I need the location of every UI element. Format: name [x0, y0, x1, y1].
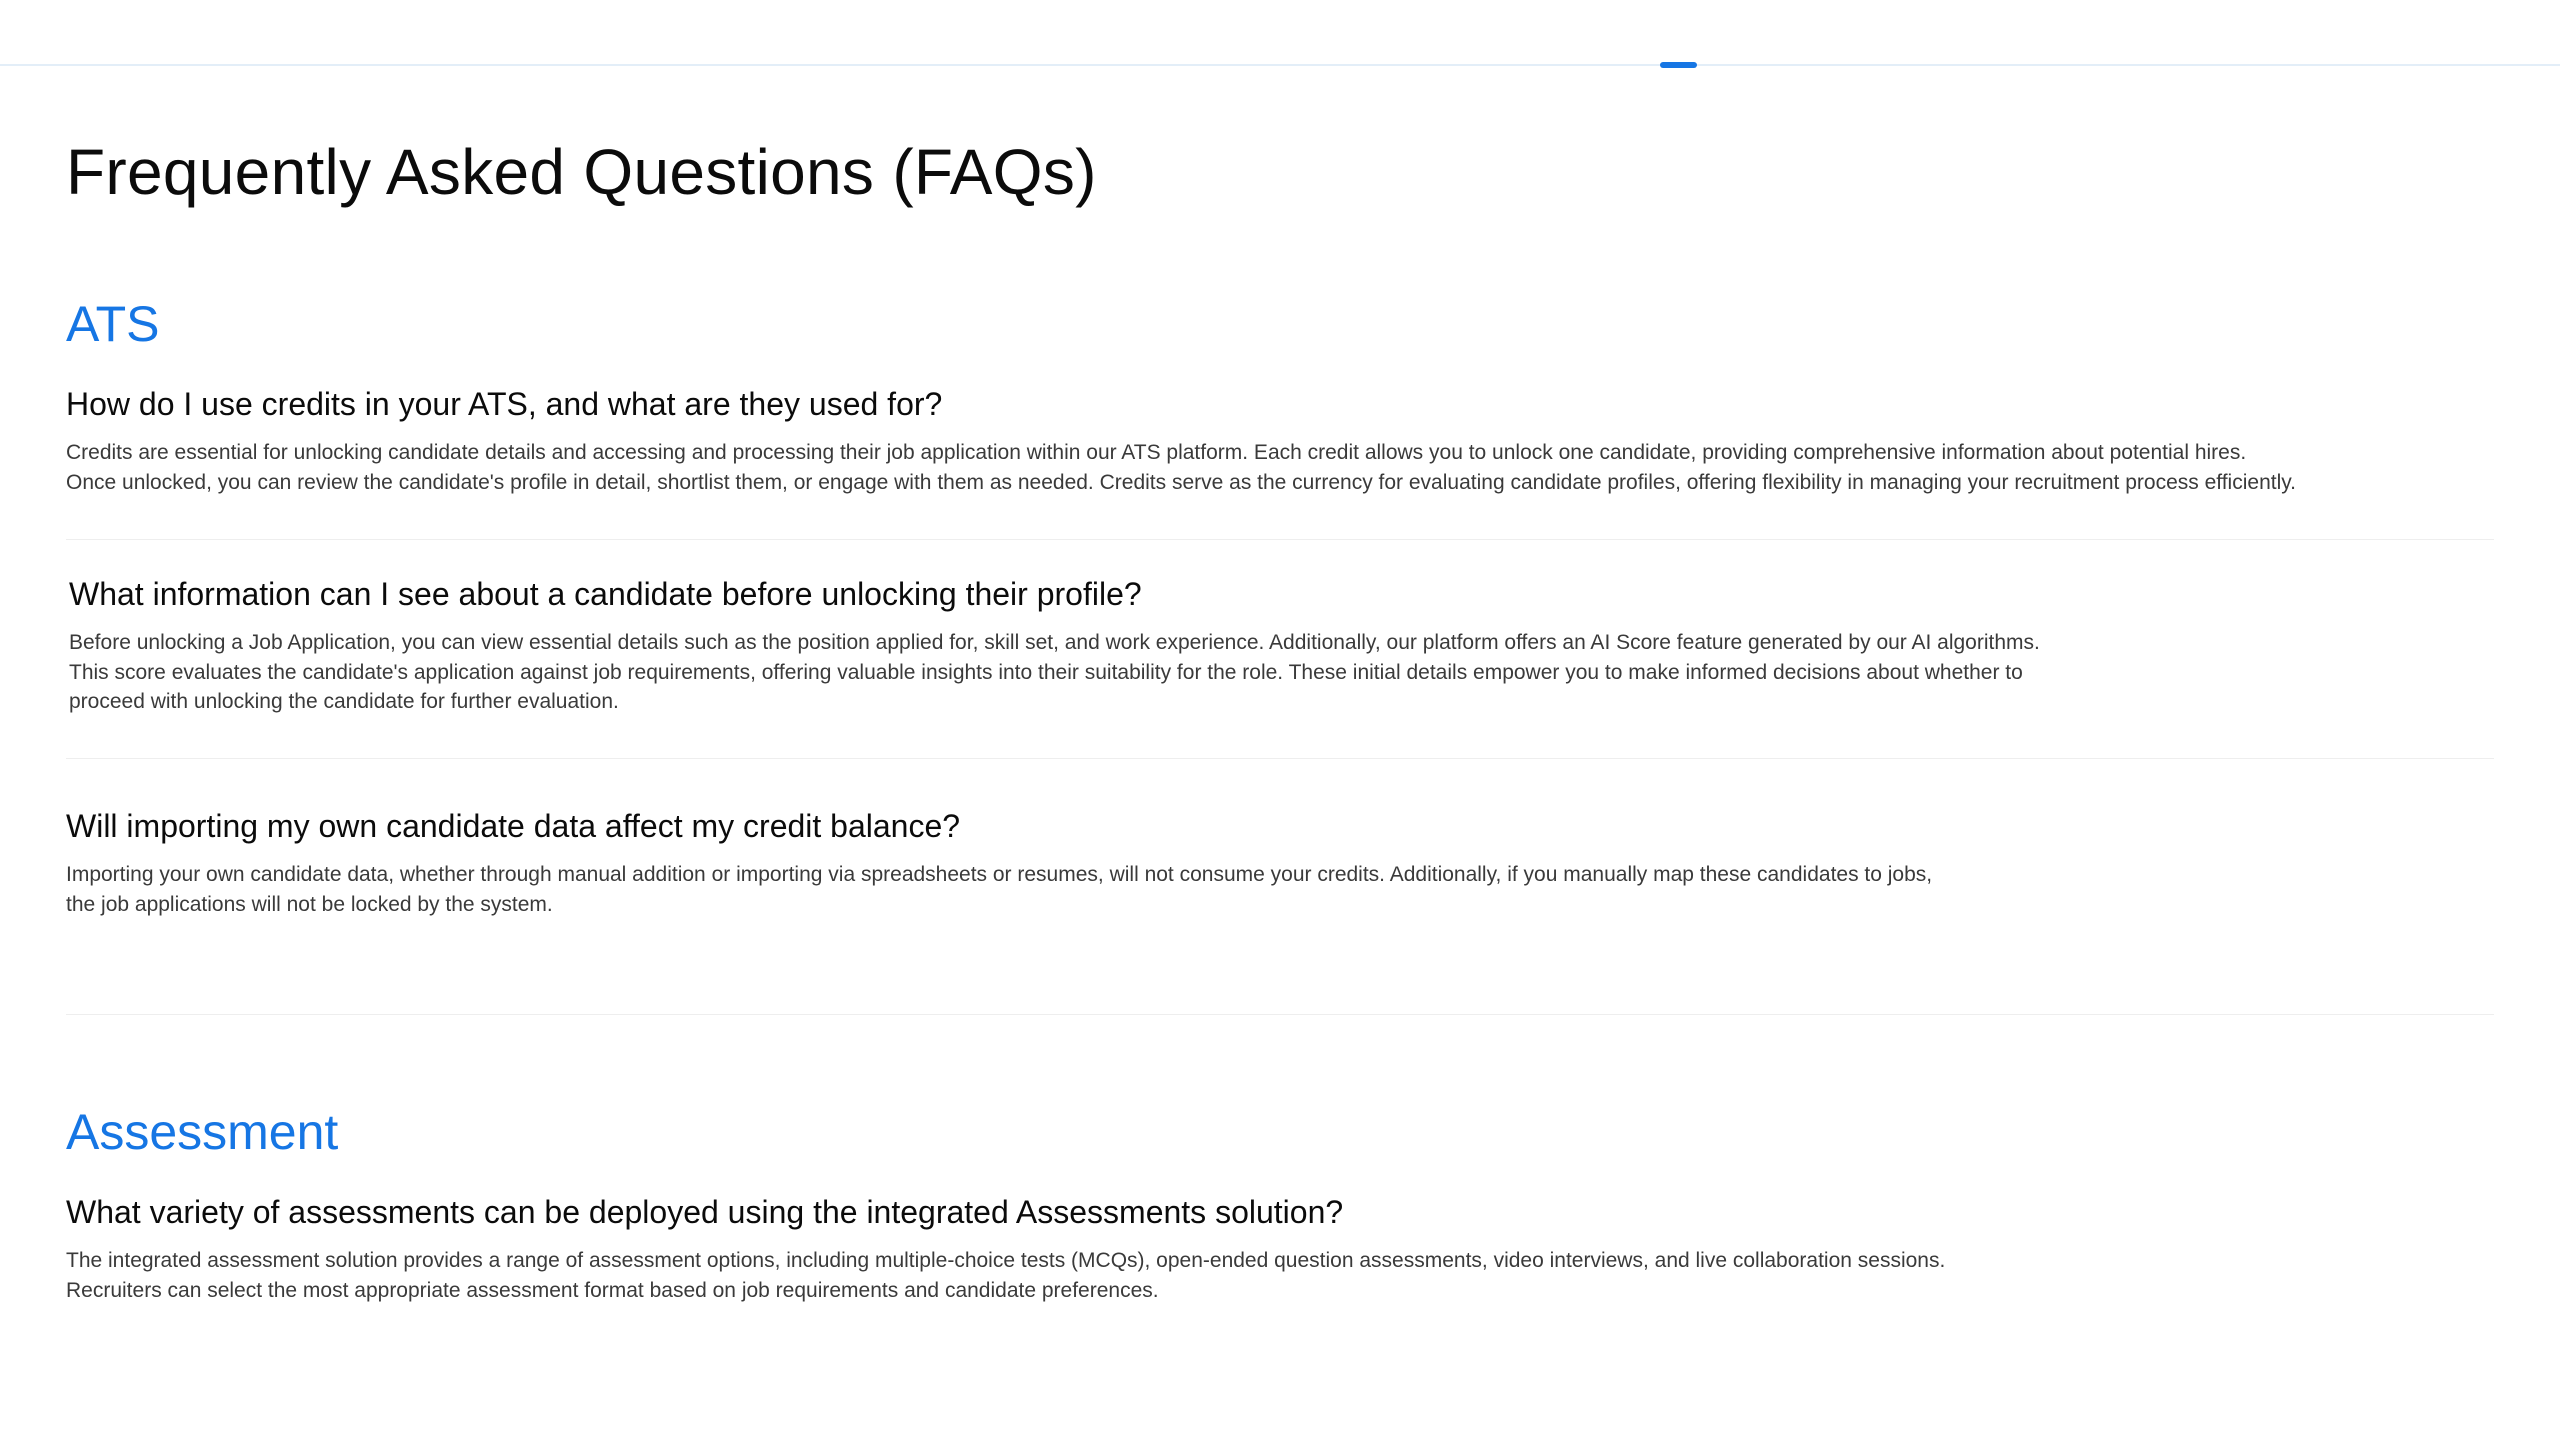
- faq-question: How do I use credits in your ATS, and what are they used for?: [66, 386, 943, 422]
- faq-answer-line: the job applications will not be locked by the system.: [66, 892, 553, 916]
- faq-divider: [66, 539, 2494, 540]
- faq-answer-line: The integrated assessment solution provides a range of assessment options, including multiple-choice tests (MCQs), open-ended question assessments, video interviews, and live collaboration sessions.: [66, 1249, 1946, 1272]
- faq-item: [66, 384, 2494, 497]
- faq-question: Will importing my own candidate data affect my credit balance?: [66, 808, 961, 844]
- faq-question: What information can I see about a candidate before unlocking their profile?: [69, 576, 1142, 612]
- faq-answer-line: This score evaluates the candidate's application against job requirements, offering valuable insights into their suitability for the role. These initial details empower you to make informed decisions about whether to: [69, 660, 2023, 684]
- section-title-assessment: Assessment: [66, 1104, 339, 1160]
- faq-item: [66, 806, 2494, 919]
- section-title-ats: ATS: [66, 296, 160, 352]
- section-divider: [66, 1014, 2494, 1015]
- faq-divider: [66, 758, 2494, 759]
- faq-answer-line: proceed with unlocking the candidate for further evaluation.: [69, 690, 619, 713]
- faq-answer-line: Credits are essential for unlocking candidate details and accessing and processing their job application within our ATS platform. Each credit allows you to unlock one candidate, providing comprehensive information about potential hires.: [66, 441, 2247, 464]
- faq-answer-line: Importing your own candidate data, whether through manual addition or importing via spreadsheets or resumes, will not consume your credits. Additionally, if you manually map these candidates to jobs,: [66, 863, 1933, 886]
- faq-question: What variety of assessments can be deployed using the integrated Assessments solution?: [66, 1194, 1344, 1230]
- faq-answer: [66, 1246, 2494, 1305]
- faq-answer-line: Once unlocked, you can review the candidate's profile in detail, shortlist them, or engage with them as needed. Credits serve as the currency for evaluating candidate profiles, offering flexibility in managing your recruitment process efficiently.: [66, 470, 2297, 494]
- active-tab-indicator: [1660, 62, 1697, 68]
- faq-item: [69, 574, 2497, 717]
- top-navigation-bar: [0, 0, 2560, 66]
- faq-answer-line: Recruiters can select the most appropriate assessment format based on job requirements and candidate preferences.: [66, 1278, 1159, 1302]
- page-title: Frequently Asked Questions (FAQs): [66, 136, 1097, 208]
- faq-answer: [66, 860, 2494, 919]
- faq-item: [66, 1192, 2494, 1305]
- faq-answer: [69, 628, 2497, 717]
- faq-answer: [66, 438, 2494, 497]
- faq-answer-line: Before unlocking a Job Application, you can view essential details such as the position applied for, skill set, and work experience. Additionally, our platform offers an AI Score feature generated by our AI algorithms.: [69, 631, 2040, 654]
